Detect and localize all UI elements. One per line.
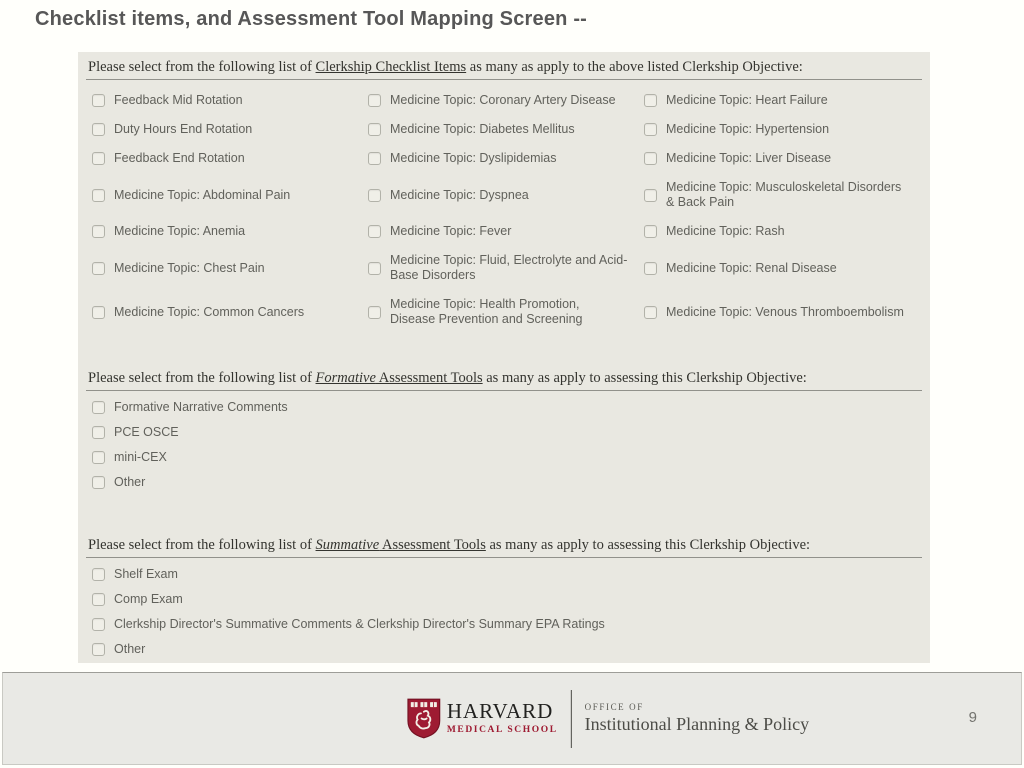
checkbox-unchecked-icon[interactable] [644,123,657,136]
prompt-emphasis: Formative Assessment Tools [315,370,483,386]
checkbox-item[interactable] [368,151,644,166]
checkbox-unchecked-icon[interactable] [368,94,381,107]
checkbox-item[interactable] [644,93,920,108]
footer [2,672,1022,765]
checkbox-unchecked-icon[interactable] [92,152,105,165]
checkbox-label: Other [114,642,146,656]
office-text [585,702,810,735]
checkbox-unchecked-icon[interactable] [92,123,105,136]
checkbox-item[interactable] [92,642,922,657]
checkbox-unchecked-icon[interactable] [368,225,381,238]
checkbox-label: Medicine Topic: Anemia [114,224,246,238]
checkbox-unchecked-icon[interactable] [644,189,657,202]
logo-divider [571,690,572,748]
checkbox-item[interactable] [92,475,922,490]
prompt-emphasis: Summative Assessment Tools [315,537,486,553]
checkbox-label: Medicine Topic: Health Promotion, Disease Prevention and Screening [390,297,583,326]
checkbox-item[interactable] [92,450,922,465]
checkbox-label: Other [114,475,146,489]
slide-title: Checklist items, and Assessment Tool Mapping Screen -- [35,8,588,30]
checkbox-unchecked-icon[interactable] [92,401,105,414]
checkbox-item[interactable] [92,425,922,440]
checkbox-unchecked-icon[interactable] [92,593,105,606]
prompt-prefix: Please select from the following list of [88,370,316,386]
checkbox-item[interactable] [92,224,368,239]
checkbox-unchecked-icon[interactable] [92,306,105,319]
checkbox-unchecked-icon[interactable] [92,262,105,275]
prompt-prefix: Please select from the following list of [88,59,316,75]
harvard-logo-group [407,698,558,739]
checkbox-unchecked-icon[interactable] [92,618,105,631]
checkbox-label: Comp Exam [114,592,183,606]
checkbox-unchecked-icon[interactable] [92,225,105,238]
checkbox-label: Medicine Topic: Dyslipidemias [390,151,557,165]
checkbox-label: Medicine Topic: Abdominal Pain [114,187,291,202]
checkbox-unchecked-icon[interactable] [368,189,381,202]
checkbox-item[interactable] [368,93,644,108]
checkbox-label: Duty Hours End Rotation [114,122,253,136]
checkbox-label: Medicine Topic: Common Cancers [114,304,305,319]
checkbox-item[interactable] [92,180,368,210]
checkbox-label: Medicine Topic: Musculoskeletal Disorders & Back Pain [666,180,902,209]
checkbox-label: Medicine Topic: Liver Disease [666,151,832,165]
checkbox-label: Feedback Mid Rotation [114,93,243,107]
checkbox-unchecked-icon[interactable] [644,262,657,275]
section-formative [78,363,930,490]
shield-books-icon [411,702,437,707]
checkbox-label: Medicine Topic: Renal Disease [666,260,837,275]
checklist-grid [92,93,922,327]
checkbox-label: Formative Narrative Comments [114,400,288,414]
checkbox-item[interactable] [368,297,644,327]
checkbox-item[interactable] [644,122,920,137]
checkbox-unchecked-icon[interactable] [92,568,105,581]
checkbox-label: Medicine Topic: Venous Thromboembolism [666,304,904,319]
prompt-prefix: Please select from the following list of [88,537,316,553]
checkbox-unchecked-icon[interactable] [368,152,381,165]
checkbox-unchecked-icon[interactable] [92,94,105,107]
checkbox-label: Medicine Topic: Coronary Artery Disease [390,93,616,107]
checkbox-unchecked-icon[interactable] [644,152,657,165]
checkbox-label: mini-CEX [114,450,167,464]
checkbox-label: Medicine Topic: Heart Failure [666,93,828,107]
checkbox-label: Clerkship Director's Summative Comments & Clerkship Director's Summary EPA Ratings [114,617,605,631]
prompt-suffix: as many as apply to the above listed Clerkship Objective: [466,59,803,75]
checkbox-item[interactable] [368,253,644,283]
checkbox-item[interactable] [92,400,922,415]
formative-list [92,400,922,490]
section-prompt [86,52,922,80]
checkbox-item[interactable] [368,180,644,210]
checkbox-unchecked-icon[interactable] [644,225,657,238]
checkbox-item[interactable] [368,122,644,137]
checkbox-unchecked-icon[interactable] [92,451,105,464]
checkbox-item[interactable] [644,224,920,239]
checkbox-item[interactable] [644,253,920,283]
checkbox-item[interactable] [92,567,922,582]
brand-name: HARVARD [446,699,554,724]
section-prompt [86,530,922,558]
checkbox-item[interactable] [644,151,920,166]
checkbox-item[interactable] [92,592,922,607]
checkbox-item[interactable] [92,617,922,632]
checkbox-item[interactable] [92,122,368,137]
checkbox-label: PCE OSCE [114,425,179,439]
checkbox-item[interactable] [92,93,368,108]
checkbox-label: Medicine Topic: Dyspnea [390,187,529,202]
checkbox-item[interactable] [92,151,368,166]
checkbox-label: Medicine Topic: Diabetes Mellitus [390,122,575,136]
checkbox-unchecked-icon[interactable] [644,94,657,107]
checkbox-item[interactable] [644,297,920,327]
section-prompt [86,363,922,391]
brand-subtitle: MEDICAL SCHOOL [446,725,558,736]
section-summative [78,530,930,657]
brand-text [447,701,558,736]
section-checklist [78,52,930,327]
checkbox-label: Medicine Topic: Fever [390,224,512,238]
checkbox-unchecked-icon[interactable] [92,476,105,489]
checkbox-unchecked-icon[interactable] [368,262,381,275]
checkbox-label: Medicine Topic: Chest Pain [114,260,265,275]
checkbox-unchecked-icon[interactable] [92,426,105,439]
checkbox-unchecked-icon[interactable] [368,306,381,319]
checkbox-unchecked-icon[interactable] [92,643,105,656]
hms-logo [407,690,809,748]
checkbox-item[interactable] [92,297,368,327]
checkbox-unchecked-icon[interactable] [368,123,381,136]
page-number: 9 [968,709,977,726]
prompt-suffix: as many as apply to assessing this Clerkship Objective: [482,370,807,386]
office-label: OFFICE OF [584,702,644,712]
checkbox-item[interactable] [368,224,644,239]
checkbox-unchecked-icon[interactable] [644,306,657,319]
summative-list [92,567,922,657]
form-screenshot [78,52,930,663]
office-name: Institutional Planning & Policy [584,714,810,734]
harvard-shield-icon [407,698,441,739]
checkbox-label: Feedback End Rotation [114,151,245,165]
checkbox-label: Medicine Topic: Hypertension [666,122,830,136]
prompt-suffix: as many as apply to assessing this Clerkship Objective: [485,537,811,553]
checkbox-label: Medicine Topic: Rash [666,224,785,238]
checkbox-label: Shelf Exam [114,567,178,581]
checkbox-label: Medicine Topic: Fluid, Electrolyte and Acid-Base Disorders [390,253,628,282]
prompt-emphasis: Clerkship Checklist Items [315,59,467,75]
checkbox-item[interactable] [92,253,368,283]
checkbox-item[interactable] [644,180,920,210]
checkbox-unchecked-icon[interactable] [92,189,105,202]
